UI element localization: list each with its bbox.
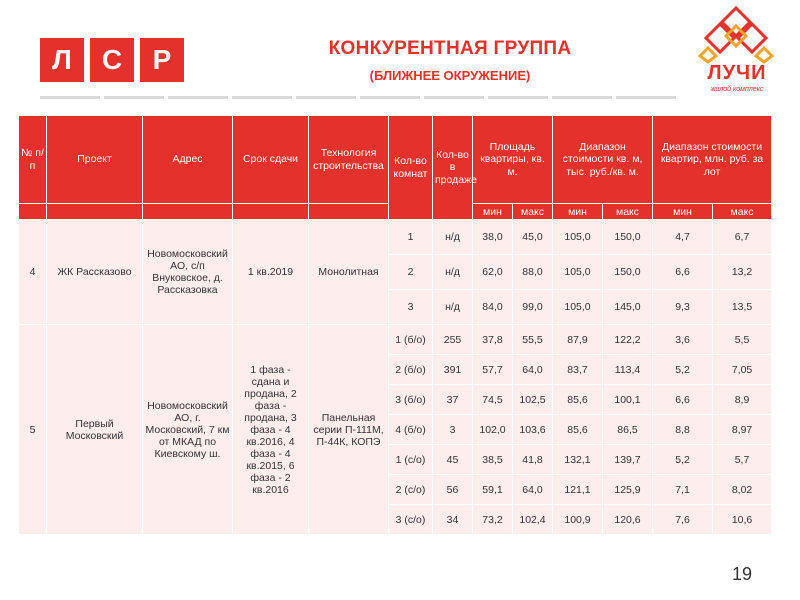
header-area: Площадь квартиры, кв. м. bbox=[473, 116, 553, 204]
cell-sqm-max: 150,0 bbox=[603, 255, 653, 290]
header-technology: Технология строительства bbox=[309, 116, 389, 204]
cell-area-max: 88,0 bbox=[513, 255, 553, 290]
cell-sqm-min: 105,0 bbox=[553, 290, 603, 325]
cell-rooms: 2 (б/о) bbox=[389, 355, 433, 385]
cell-lot-min: 7,6 bbox=[653, 505, 713, 535]
cell-area-max: 41,8 bbox=[513, 445, 553, 475]
competitors-table bbox=[18, 115, 772, 535]
page-subtitle: (БЛИЖНЕЕ ОКРУЖЕНИЕ) bbox=[369, 68, 531, 83]
header-max: макс bbox=[713, 204, 772, 220]
header-rooms: Кол-во комнат bbox=[389, 116, 433, 220]
header-for-sale: Кол-во в продаже bbox=[433, 116, 473, 220]
header-max: макс bbox=[513, 204, 553, 220]
cell-deadline: 1 кв.2019 bbox=[233, 220, 309, 325]
cell-count: 45 bbox=[433, 445, 473, 475]
cell-sqm-min: 105,0 bbox=[553, 220, 603, 255]
cell-project: Первый Московский bbox=[47, 325, 143, 535]
cell-sqm-max: 145,0 bbox=[603, 290, 653, 325]
cell-sqm-max: 86,5 bbox=[603, 415, 653, 445]
cell-lot-max: 6,7 bbox=[713, 220, 772, 255]
cell-sqm-max: 120,6 bbox=[603, 505, 653, 535]
header-divider bbox=[40, 96, 680, 99]
cell-count: н/д bbox=[433, 220, 473, 255]
lsr-logo bbox=[40, 38, 184, 82]
cell-sqm-max: 150,0 bbox=[603, 220, 653, 255]
cell-area-min: 59,1 bbox=[473, 475, 513, 505]
cell-area-min: 102,0 bbox=[473, 415, 513, 445]
cell-project: ЖК Рассказово bbox=[47, 220, 143, 325]
cell-lot-min: 5,2 bbox=[653, 355, 713, 385]
cell-area-min: 62,0 bbox=[473, 255, 513, 290]
cell-sqm-min: 121,1 bbox=[553, 475, 603, 505]
cell-rooms: 1 (б/о) bbox=[389, 325, 433, 355]
header-price-sqm: Диапазон стоимости кв. м, тыс. руб./кв. м. bbox=[553, 116, 653, 204]
header-deadline: Срок сдачи bbox=[233, 116, 309, 204]
lsr-logo-letter: Р bbox=[140, 38, 184, 82]
cell-lot-min: 5,2 bbox=[653, 445, 713, 475]
cell-sqm-min: 85,6 bbox=[553, 415, 603, 445]
cell-rooms: 2 bbox=[389, 255, 433, 290]
cell-area-min: 73,2 bbox=[473, 505, 513, 535]
cell-sqm-max: 125,9 bbox=[603, 475, 653, 505]
cell-lot-min: 9,3 bbox=[653, 290, 713, 325]
cell-technology: Панельная серии П-111М, П-44К, КОПЭ bbox=[309, 325, 389, 535]
cell-lot-max: 5,7 bbox=[713, 445, 772, 475]
cell-rooms: 1 bbox=[389, 220, 433, 255]
cell-rooms: 3 bbox=[389, 290, 433, 325]
cell-technology: Монолитная bbox=[309, 220, 389, 325]
page-title: КОНКУРЕНТНАЯ ГРУППА bbox=[328, 38, 572, 59]
cell-address: Новомосковский АО, с/п Внуковское, д. Рассказовка bbox=[143, 220, 233, 325]
cell-area-max: 99,0 bbox=[513, 290, 553, 325]
header-max: макс bbox=[603, 204, 653, 220]
cell-lot-min: 7,1 bbox=[653, 475, 713, 505]
header-min: мин bbox=[473, 204, 513, 220]
header-price-total: Диапазон стоимости квартир, млн. руб. за лот bbox=[653, 116, 772, 204]
cell-area-min: 37,8 bbox=[473, 325, 513, 355]
cell-sqm-max: 113,4 bbox=[603, 355, 653, 385]
cell-area-min: 38,0 bbox=[473, 220, 513, 255]
cell-area-min: 38,5 bbox=[473, 445, 513, 475]
cell-area-max: 102,5 bbox=[513, 385, 553, 415]
cell-deadline: 1 фаза - сдана и продана, 2 фаза - продана, 3 фаза - 4 кв.2016, 4 фаза - 4 кв.2015, 6 фаза - 2 кв.2016 bbox=[233, 325, 309, 535]
cell-num: 4 bbox=[19, 220, 47, 325]
table-row bbox=[19, 220, 772, 255]
cell-area-min: 74,5 bbox=[473, 385, 513, 415]
header-address: Адрес bbox=[143, 116, 233, 204]
cell-address: Новомосковский АО, г. Московский, 7 км от МКАД по Киевскому ш. bbox=[143, 325, 233, 535]
cell-count: 3 bbox=[433, 415, 473, 445]
cell-count: 37 bbox=[433, 385, 473, 415]
cell-lot-max: 5,5 bbox=[713, 325, 772, 355]
cell-lot-max: 13,5 bbox=[713, 290, 772, 325]
cell-lot-max: 7,05 bbox=[713, 355, 772, 385]
cell-area-max: 55,5 bbox=[513, 325, 553, 355]
cell-lot-min: 8,8 bbox=[653, 415, 713, 445]
lsr-logo-letter: С bbox=[90, 38, 134, 82]
cell-rooms: 4 (б/о) bbox=[389, 415, 433, 445]
cell-count: н/д bbox=[433, 290, 473, 325]
cell-lot-max: 8,97 bbox=[713, 415, 772, 445]
table-row bbox=[19, 325, 772, 355]
cell-sqm-max: 122,2 bbox=[603, 325, 653, 355]
cell-area-max: 64,0 bbox=[513, 355, 553, 385]
header-min: мин bbox=[653, 204, 713, 220]
cell-count: н/д bbox=[433, 255, 473, 290]
header-num: № п/п bbox=[19, 116, 47, 204]
cell-lot-max: 8,9 bbox=[713, 385, 772, 415]
cell-sqm-max: 139,7 bbox=[603, 445, 653, 475]
cell-rooms: 3 (с/о) bbox=[389, 505, 433, 535]
lsr-logo-letter: Л bbox=[40, 38, 84, 82]
cell-area-max: 64,0 bbox=[513, 475, 553, 505]
cell-sqm-min: 132,1 bbox=[553, 445, 603, 475]
cell-area-min: 57,7 bbox=[473, 355, 513, 385]
cell-rooms: 3 (б/о) bbox=[389, 385, 433, 415]
cell-area-max: 102,4 bbox=[513, 505, 553, 535]
cell-sqm-min: 83,7 bbox=[553, 355, 603, 385]
luchi-logo-name: ЛУЧИ bbox=[707, 62, 767, 84]
cell-sqm-min: 85,6 bbox=[553, 385, 603, 415]
cell-lot-max: 10,6 bbox=[713, 505, 772, 535]
cell-rooms: 2 (с/о) bbox=[389, 475, 433, 505]
cell-area-max: 45,0 bbox=[513, 220, 553, 255]
cell-lot-min: 6,6 bbox=[653, 385, 713, 415]
cell-sqm-min: 100,9 bbox=[553, 505, 603, 535]
cell-lot-min: 6,6 bbox=[653, 255, 713, 290]
header-project: Проект bbox=[47, 116, 143, 204]
cell-lot-min: 4,7 bbox=[653, 220, 713, 255]
cell-count: 391 bbox=[433, 355, 473, 385]
cell-lot-max: 8,02 bbox=[713, 475, 772, 505]
luchi-logo-tagline: жилой комплекс bbox=[710, 86, 764, 93]
cell-count: 255 bbox=[433, 325, 473, 355]
cell-count: 56 bbox=[433, 475, 473, 505]
header-min: мин bbox=[553, 204, 603, 220]
cell-lot-max: 13,2 bbox=[713, 255, 772, 290]
cell-count: 34 bbox=[433, 505, 473, 535]
cell-rooms: 1 (с/о) bbox=[389, 445, 433, 475]
cell-sqm-min: 105,0 bbox=[553, 255, 603, 290]
cell-lot-min: 3,6 bbox=[653, 325, 713, 355]
cell-sqm-max: 100,1 bbox=[603, 385, 653, 415]
page-number: 19 bbox=[731, 564, 752, 584]
cell-area-max: 103,6 bbox=[513, 415, 553, 445]
cell-num: 5 bbox=[19, 325, 47, 535]
cell-sqm-min: 87,9 bbox=[553, 325, 603, 355]
cell-area-min: 84,0 bbox=[473, 290, 513, 325]
